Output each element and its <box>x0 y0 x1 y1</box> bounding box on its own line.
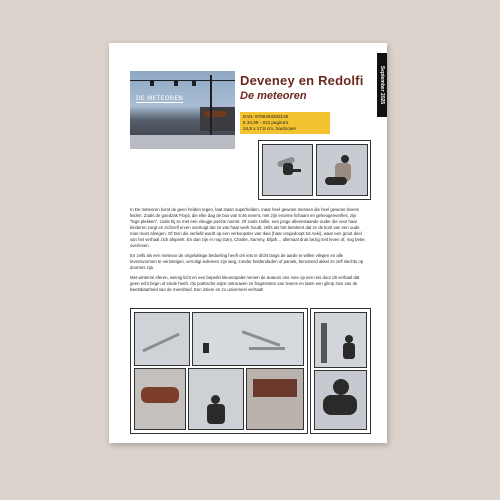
panel-line <box>242 330 281 346</box>
cover-road <box>130 135 235 149</box>
comic-page-left <box>130 308 308 434</box>
cover-sign <box>204 111 226 117</box>
cover-traffic-light <box>174 80 178 86</box>
panel-line <box>249 347 285 350</box>
door-frame <box>321 323 327 363</box>
cover-traffic-light <box>192 80 196 86</box>
month-tab-label: September 2025 <box>379 65 386 105</box>
rust-shape <box>253 379 297 397</box>
description-paragraph: En zelfs als een meteoor de ongelukkige bedoeling heeft om iets te dicht langs de aarde te willen vliegen en alle levensvormen te vernietigen, verroligt iedereen zijn weg, zonder heldendaden of paniek, berustend akkel ze zelf slechts op doorreis zijn. <box>130 253 364 270</box>
cover-pole <box>210 75 212 135</box>
panel-line <box>142 333 180 353</box>
cover-traffic-light <box>150 80 154 86</box>
catalog-page <box>109 43 387 443</box>
rust-shape <box>141 387 179 403</box>
comic-panel <box>134 368 186 430</box>
comic-strip-top <box>258 140 371 200</box>
author-name: Deveney en Redolfi <box>240 73 364 88</box>
comic-panel <box>262 144 313 196</box>
ean-line: EAN: 9789493283135 <box>243 114 289 119</box>
month-tab <box>377 53 387 117</box>
cover-wire <box>130 80 235 81</box>
comic-panel <box>314 312 367 368</box>
figure-head <box>211 395 220 404</box>
figure-body <box>207 404 225 424</box>
comic-page-right <box>310 308 371 434</box>
figure-head <box>345 335 353 343</box>
figure-body <box>323 395 357 415</box>
comic-panel <box>188 368 244 430</box>
figure-head <box>341 155 349 163</box>
comic-panel <box>314 370 367 430</box>
description-paragraph: In De meteoren komt de geen helden tegen, laat staan superhelden, maar heel gewone mensen die heel gewone levens leiden. Zoals de goedzak Floyd, die elke dag de bus van 5:46 neemt, met zijn enorme lichaam en geheugenverlies, zijn "lege plekken", zoals hij ze met een vleugje poëzie noemt. Of zoals Hollie, een jonge alleenstaande ouder die voor haar kinderen zorgt en zichzelf erven overtuigt dat ze van haar werk houdt, zelfs als het betekent dat ze de kont van een oude man moet afvegen. Of Don die verliefd wordt op een verkoopster van Ikea (haar omgedoopt tot Aeki), waar een groot deel van het verhaal zich afspeelt. En dan zijn er nog Gary, Charlie, Sammy, Elijah… allemaal druk bezig met leven of, nog beter, overleven. <box>130 207 366 248</box>
figure-hair <box>333 379 349 395</box>
description-paragraph: Met winterse sferen, weinig licht en een beperkt kleurenpalet nemen de auteurs ons mee op een reis door dit verhaal dat geen echt begin of einde heeft. Op poëtische wijze ontrouwen ze fragmenten van levens en laten een glimp zien van de kwetsbaarheid van de mensheid. Een intiem en zo universeel verhaal! <box>130 275 360 292</box>
figure-leg <box>289 169 301 172</box>
book-title: De meteoren <box>240 90 307 102</box>
comic-panel <box>192 312 304 366</box>
book-description <box>130 207 366 297</box>
price-line: € 34,99 - 312 pagina's <box>243 120 289 125</box>
comic-panel <box>134 312 190 366</box>
book-cover <box>130 71 235 149</box>
figure-body <box>343 343 355 359</box>
comic-panel <box>246 368 304 430</box>
format-line: 24,8 x 17,8 cm, hardcover <box>243 126 297 131</box>
book-meta-box <box>240 112 330 134</box>
cover-title: DE METEOREN <box>136 95 184 102</box>
figure-legs <box>325 177 347 185</box>
comic-panel <box>316 144 368 196</box>
figure-small <box>203 343 209 353</box>
